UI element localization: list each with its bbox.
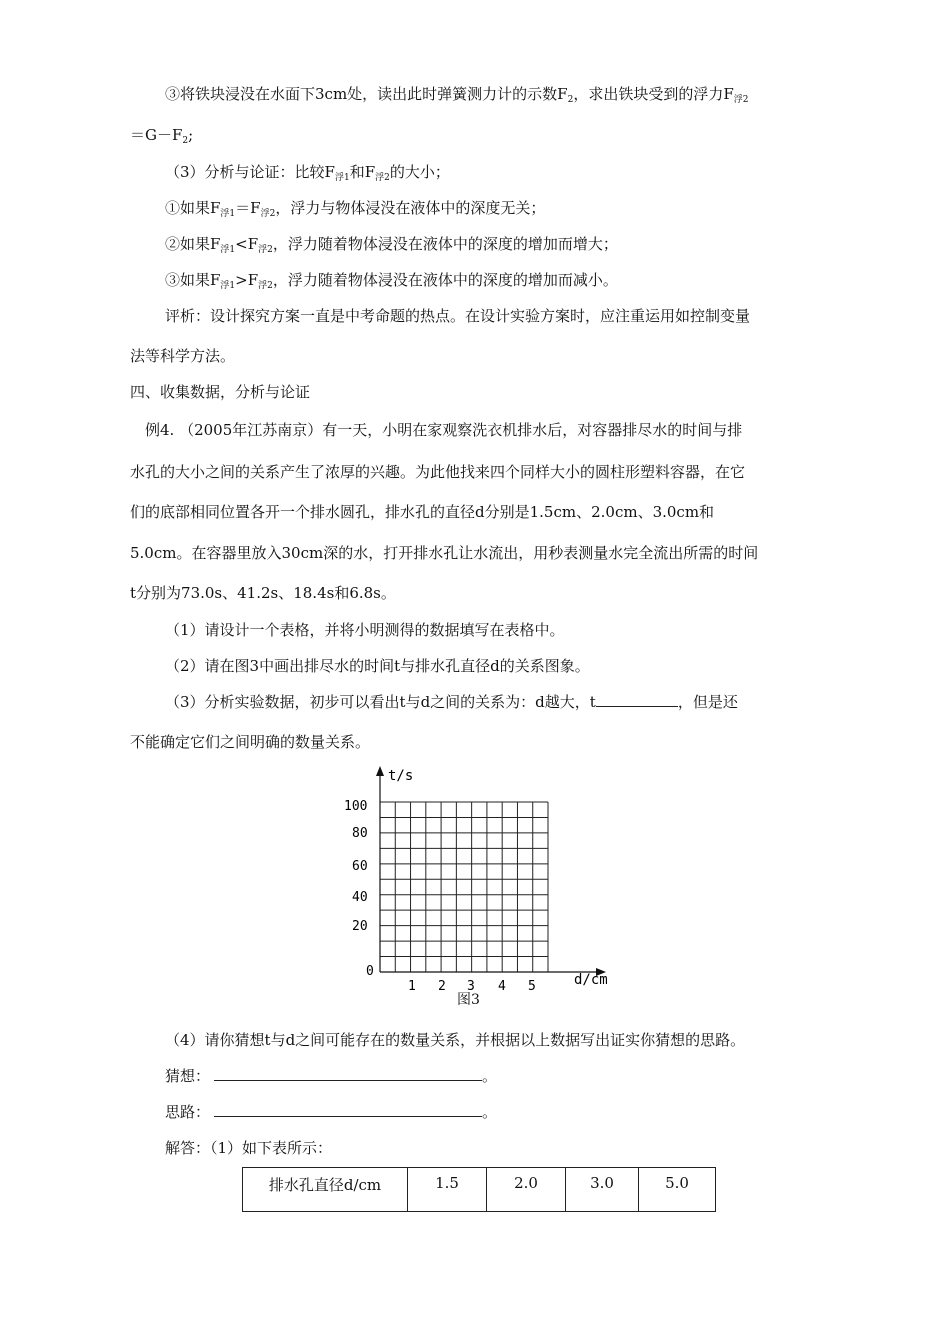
- paragraph-step3-cont: [130, 125, 193, 151]
- section-heading: 四、收集数据，分析与论证: [130, 383, 311, 401]
- text: ，浮力与物体浸没在液体中的深度无关；: [275, 199, 546, 217]
- y-tick-label: 40: [352, 890, 368, 905]
- subscript: 浮2: [733, 95, 749, 105]
- table-cell: 2.0: [487, 1168, 566, 1212]
- text: 和F: [349, 163, 376, 181]
- idea-label: 思路：: [165, 1103, 211, 1121]
- answer-table: [242, 1167, 716, 1212]
- text: ，浮力随着物体浸没在液体中的深度的增加而减小。: [272, 271, 618, 289]
- y-tick-label: 60: [352, 859, 368, 874]
- y-tick-label: 80: [352, 826, 368, 841]
- figure-3-graph: [330, 760, 630, 1000]
- question-4: （4）请你猜想t与d之间可能存在的数量关系，并根据以上数据写出证实你猜想的思路。: [165, 1031, 746, 1049]
- figure-caption: 图3: [457, 992, 480, 1008]
- subscript: 2: [567, 95, 574, 105]
- table-cell: 5.0: [639, 1168, 716, 1212]
- text: 的大小；: [389, 163, 450, 181]
- guess-line: [165, 1066, 497, 1086]
- paragraph-case1: [165, 198, 545, 224]
- y-tick-label: 100: [344, 799, 368, 814]
- subscript: 浮1: [334, 173, 350, 183]
- text: ①如果F: [165, 199, 221, 217]
- table-cell: 1.5: [408, 1168, 487, 1212]
- question-1: （1）请设计一个表格，并将小明测得的数据填写在表格中。: [165, 621, 565, 639]
- example-line-4: 5.0cm。在容器里放入30cm深的水，打开排水孔让水流出，用秒表测量水完全流出所需的时间: [130, 544, 759, 562]
- example-line-2: 水孔的大小之间的关系产生了浓厚的兴趣。为此他找来四个同样大小的圆柱形塑料容器，在它: [130, 463, 746, 481]
- example-line-1: 例4. （2005年江苏南京）有一天，小明在家观察洗衣机排水后，对容器排尽水的时间与排: [145, 421, 743, 439]
- idea-line: [165, 1102, 497, 1122]
- answer-blank[interactable]: [596, 706, 678, 707]
- subscript: 浮2: [260, 209, 276, 219]
- example-line-5: t分别为73.0s、41.2s、18.4s和6.8s。: [130, 584, 396, 602]
- text: ;: [188, 126, 194, 144]
- table-header-cell: 排水孔直径d/cm: [243, 1168, 408, 1212]
- guess-blank[interactable]: [214, 1080, 482, 1081]
- text: ，但是还: [677, 693, 738, 711]
- table-cell: 3.0: [566, 1168, 639, 1212]
- subscript: 浮2: [258, 281, 273, 291]
- text: 。: [482, 1067, 498, 1085]
- paragraph-step3: [165, 84, 748, 110]
- subscript: 浮2: [258, 245, 273, 255]
- text: ＝F: [235, 199, 261, 217]
- origin-label: 0: [366, 964, 374, 979]
- subscript: 浮2: [375, 173, 390, 183]
- x-tick-label: 4: [498, 979, 506, 994]
- text: 。: [482, 1103, 498, 1121]
- text: >F: [235, 271, 259, 289]
- answer-heading: 解答：（1）如下表所示：: [165, 1139, 333, 1157]
- example-line-3: 们的底部相同位置各开一个排水圆孔，排水孔的直径d分别是1.5cm、2.0cm、3.0cm和: [130, 503, 715, 521]
- grid: [380, 802, 548, 972]
- subscript: 浮1: [220, 209, 236, 219]
- text: ③将铁块浸没在水面下3cm处，读出此时弹簧测力计的示数F: [165, 85, 568, 103]
- y-axis-arrow: [376, 766, 384, 776]
- text: <F: [235, 235, 259, 253]
- y-tick-label: 20: [352, 919, 368, 934]
- paragraph-analysis: [165, 162, 450, 188]
- text: （3）分析与论证：比较F: [165, 163, 335, 181]
- x-axis-label: d/cm: [574, 972, 608, 988]
- x-tick-label: 2: [438, 979, 446, 994]
- subscript: 浮1: [220, 281, 236, 291]
- idea-blank[interactable]: [214, 1116, 482, 1117]
- question-2: （2）请在图3中画出排尽水的时间t与排水孔直径d的关系图象。: [165, 657, 590, 675]
- subscript: 浮1: [220, 245, 236, 255]
- paragraph-case2: [165, 234, 618, 260]
- x-tick-label: 3: [467, 979, 475, 994]
- x-tick-label: 5: [528, 979, 536, 994]
- question-3-cont: 不能确定它们之间明确的数量关系。: [130, 733, 371, 751]
- paragraph-comment: 评析：设计探究方案一直是中考命题的热点。在设计实验方案时，应注重运用如控制变量: [165, 307, 751, 325]
- subscript: 2: [182, 136, 189, 146]
- guess-label: 猜想：: [165, 1067, 211, 1085]
- text: ②如果F: [165, 235, 221, 253]
- text: ③如果F: [165, 271, 221, 289]
- y-axis-label: t/s: [388, 768, 414, 784]
- table-row: [243, 1168, 716, 1212]
- question-3: [165, 692, 738, 712]
- x-tick-label: 1: [408, 979, 416, 994]
- paragraph-case3: [165, 270, 618, 296]
- text: ，浮力随着物体浸没在液体中的深度的增加而增大；: [272, 235, 618, 253]
- text: ，求出铁块受到的浮力F: [573, 85, 734, 103]
- text: （3）分析实验数据，初步可以看出t与d之间的关系为：d越大，t: [165, 693, 596, 711]
- paragraph-comment-cont: 法等科学方法。: [130, 347, 236, 365]
- text: ＝G－F: [130, 126, 183, 144]
